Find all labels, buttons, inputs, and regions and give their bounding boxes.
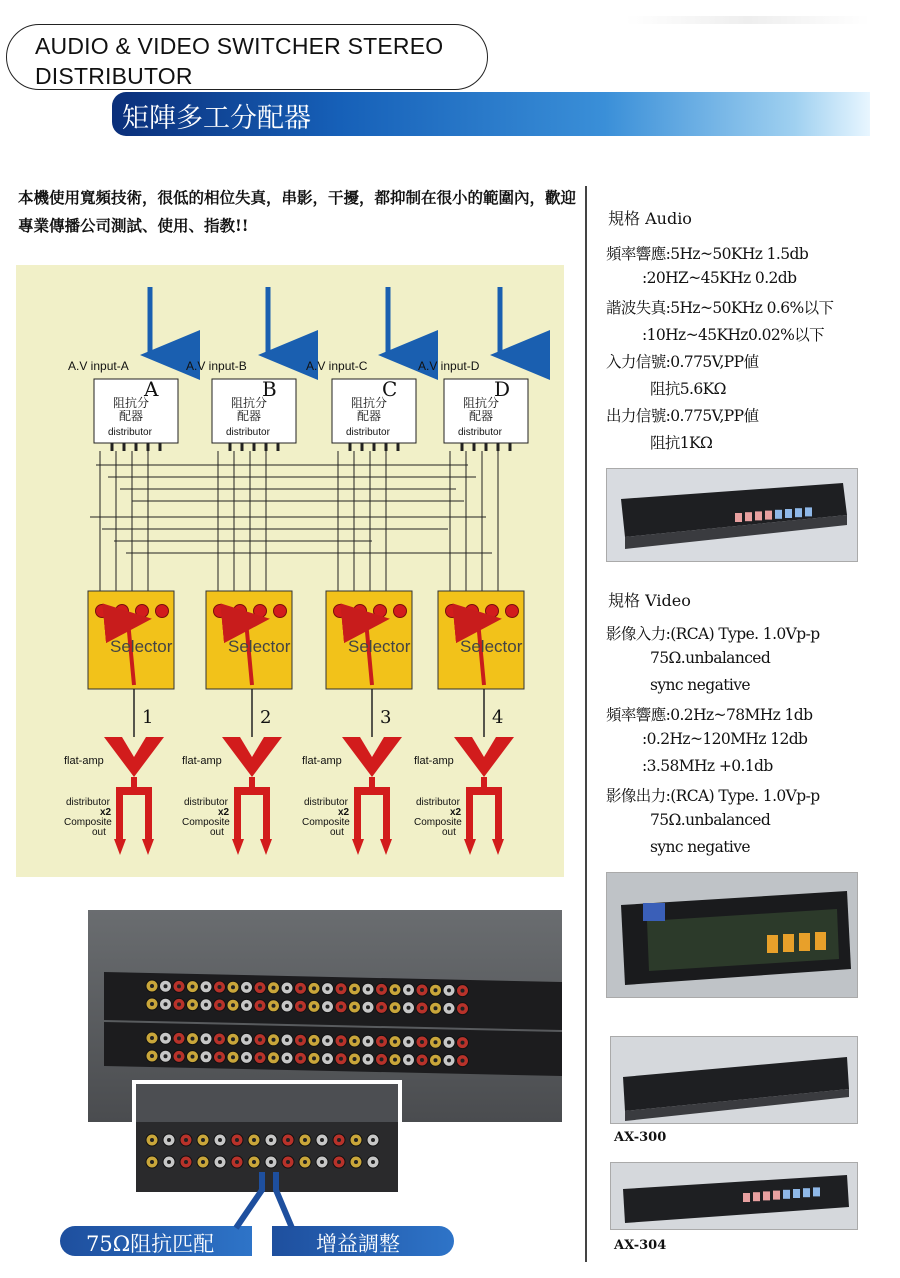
panel-button: [793, 1189, 800, 1198]
flat-amp-label: flat-amp: [182, 755, 222, 767]
panel-button: [775, 510, 782, 519]
product-photo-ax304: [610, 1162, 858, 1230]
output-number: 1: [142, 707, 154, 728]
distributor-en-label: distributor: [458, 427, 502, 438]
panel-button: [735, 513, 742, 522]
output-arrow-icon: [380, 839, 392, 855]
panel-button: [803, 1188, 810, 1197]
specs-audio-line: 諧波失真:5Hz~50KHz 0.6%以下: [606, 299, 834, 317]
product-photo-ax300: [610, 1036, 858, 1124]
audio-spec-title: 規格 Audio: [608, 209, 692, 228]
selector-contact: [214, 605, 227, 618]
wiring-network: [90, 465, 492, 553]
panel-button: [795, 508, 802, 517]
out-distributor-label: distributor: [304, 797, 348, 808]
distributor-en-label: distributor: [346, 427, 390, 438]
input-letter: B: [262, 377, 277, 401]
specs-audio-line: 入力信號:0.775V,PP値: [606, 353, 759, 371]
selector-contact: [374, 605, 387, 618]
relay: [815, 932, 826, 950]
out-out-label: out: [442, 827, 456, 838]
video-spec-title: 規格 Video: [608, 591, 691, 610]
selector-contact: [394, 605, 407, 618]
panel-button: [765, 511, 772, 520]
badge-gain-label: 增益調整: [316, 1232, 400, 1256]
selector-contact: [446, 605, 459, 618]
out-out-label: out: [330, 827, 344, 838]
panel-button: [813, 1187, 820, 1196]
selector-contact: [354, 605, 367, 618]
block-diagram-svg: [16, 265, 564, 877]
selector-contact: [506, 605, 519, 618]
selector-contact: [254, 605, 267, 618]
panel-button: [763, 1191, 770, 1200]
selector-contact: [96, 605, 109, 618]
specs-video-line: 75Ω.unbalanced: [650, 811, 771, 829]
specs-video-line: :0.2Hz~120MHz 12db: [642, 730, 808, 748]
out-composite-label: Composite: [64, 817, 112, 828]
panel-button: [753, 1192, 760, 1201]
input-letter: A: [144, 377, 159, 401]
distributor-cn-label: 阻抗分配器: [112, 396, 149, 423]
output-number: 4: [492, 707, 504, 728]
out-out-label: out: [210, 827, 224, 838]
distributor-cn-label: 阻抗分配器: [350, 396, 387, 423]
specs-video-line: :3.58MHz +0.1db: [642, 757, 773, 775]
specs-audio-line: 頻率響應:5Hz~50KHz 1.5db: [606, 245, 809, 263]
specs-video-line: 影像入力:(RCA) Type. 1.0Vp-p: [606, 625, 820, 643]
out-composite-label: Composite: [302, 817, 350, 828]
selector-contact: [116, 605, 129, 618]
panel-button: [755, 511, 762, 520]
output-arrow-icon: [464, 839, 476, 855]
out-distributor-label: distributor: [184, 797, 228, 808]
intro-paragraph: 本機使用寬頻技術，很低的相位失真，串影，干擾，都抑制在很小的範圍內，歡迎專業傳播公司測試、使用、指教!!: [18, 188, 577, 235]
output-arrow-icon: [260, 839, 272, 855]
specs-audio-line: 出力信號:0.775V,PP値: [606, 407, 759, 425]
product-photo-internal: [606, 872, 858, 998]
output-number: 2: [260, 707, 272, 728]
panel-button: [773, 1191, 780, 1200]
selector-contact: [334, 605, 347, 618]
panel-button: [743, 1193, 750, 1202]
selector-label: Selector: [460, 637, 523, 656]
product-photo-front-1: [606, 468, 858, 562]
flat-amp-label: flat-amp: [64, 755, 104, 767]
distributor-cn-label: 阻抗分配器: [462, 396, 499, 423]
selector-label: Selector: [348, 637, 411, 656]
specs-audio-line: :20HZ~45KHz 0.2db: [642, 269, 797, 287]
out-x2-label: x2: [100, 807, 112, 818]
top-decor-stripe: [626, 16, 870, 24]
flat-amp-label: flat-amp: [302, 755, 342, 767]
specs-audio-line: :10Hz~45KHz0.02%以下: [642, 326, 825, 344]
specs-audio-line: 阻抗1KΩ: [650, 434, 713, 452]
output-arrow-icon: [232, 839, 244, 855]
out-x2-label: x2: [338, 807, 350, 818]
flat-amp-label: flat-amp: [414, 755, 454, 767]
input-letter: D: [494, 377, 511, 401]
relay: [767, 935, 778, 953]
out-composite-label: Composite: [182, 817, 230, 828]
specs-video-line: 75Ω.unbalanced: [650, 649, 771, 667]
distributor-cn-label: 阻抗分配器: [230, 396, 267, 423]
selector-contact: [234, 605, 247, 618]
out-out-label: out: [92, 827, 106, 838]
specs-video-line: sync negative: [650, 676, 750, 694]
selector-contact: [466, 605, 479, 618]
output-arrow-icon: [114, 839, 126, 855]
output-arrow-icon: [142, 839, 154, 855]
out-distributor-label: distributor: [66, 797, 110, 808]
input-label: A.V input-D: [418, 359, 480, 373]
selector-contact: [156, 605, 169, 618]
selector-contact: [136, 605, 149, 618]
selector-label: Selector: [228, 637, 291, 656]
panel-button: [785, 509, 792, 518]
specs-video-line: 影像出力:(RCA) Type. 1.0Vp-p: [606, 787, 820, 805]
title-line-2: DISTRIBUTOR: [35, 63, 193, 89]
selector-contact: [274, 605, 287, 618]
output-number: 3: [380, 707, 392, 728]
distributor-en-label: distributor: [226, 427, 270, 438]
caption-ax300: AX-300: [614, 1130, 667, 1145]
caption-ax304: AX-304: [614, 1238, 667, 1253]
distributor-en-label: distributor: [108, 427, 152, 438]
input-label: A.V input-B: [186, 359, 247, 373]
subtitle: 矩陣多工分配器: [122, 103, 311, 134]
panel-button: [783, 1190, 790, 1199]
input-letter: C: [382, 377, 398, 401]
title-line-1: AUDIO & VIDEO SWITCHER STEREO: [35, 33, 444, 59]
block-diagram: [16, 265, 564, 877]
specs-video-line: 頻率響應:0.2Hz~78MHz 1db: [606, 706, 813, 724]
out-distributor-label: distributor: [416, 797, 460, 808]
panel-button: [745, 512, 752, 521]
column-divider: [585, 186, 587, 1262]
output-arrow-icon: [492, 839, 504, 855]
specs-audio-line: 阻抗5.6KΩ: [650, 380, 726, 398]
relay: [799, 933, 810, 951]
input-label: A.V input-A: [68, 359, 129, 373]
callout-connectors: [230, 1170, 300, 1230]
out-x2-label: x2: [218, 807, 230, 818]
selector-contact: [486, 605, 499, 618]
out-x2-label: x2: [450, 807, 462, 818]
selector-label: Selector: [110, 637, 173, 656]
relay: [783, 934, 794, 952]
output-arrow-icon: [352, 839, 364, 855]
badge-impedance-label: 75Ω阻抗匹配: [86, 1232, 215, 1256]
input-label: A.V input-C: [306, 359, 368, 373]
panel-button: [805, 507, 812, 516]
out-composite-label: Composite: [414, 817, 462, 828]
specs-video-line: sync negative: [650, 838, 750, 856]
title-box: [6, 24, 488, 90]
